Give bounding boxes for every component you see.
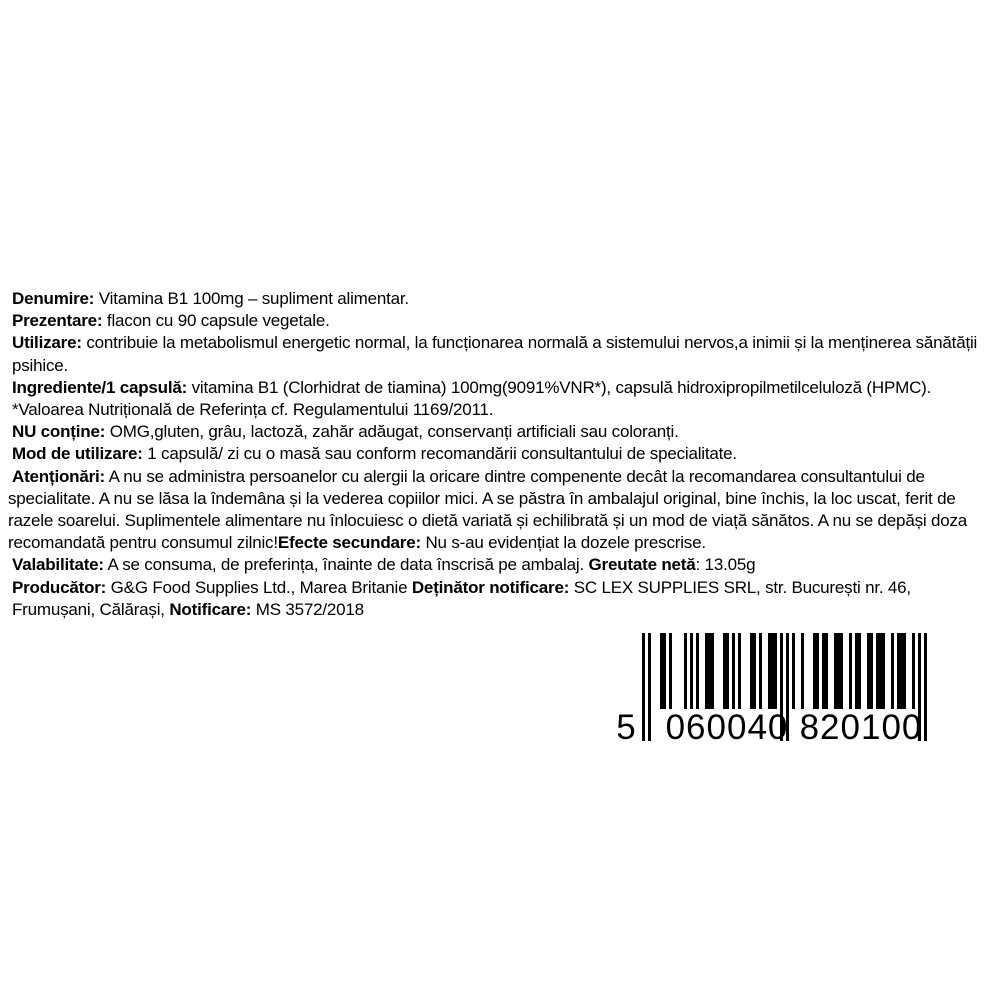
- barcode-bar: [684, 633, 687, 709]
- valabilitate-value: A se consuma, de preferința, înainte de data înscrisă pe ambalaj.: [103, 555, 589, 575]
- barcode-bar: [840, 633, 843, 709]
- barcode-bar: [801, 633, 804, 709]
- ingrediente-value: vitamina B1 (Clorhidrat de tiamina) 100mg(9091%VNR*), capsulă hidroxipropilmetilceluloză (HPMC).: [187, 377, 932, 397]
- greutate-label: Greutate netă: [588, 555, 696, 575]
- barcode-bar: [858, 633, 861, 709]
- valabilitate-label: Valabilitate:: [12, 555, 104, 575]
- barcode-bar: [690, 633, 693, 709]
- barcode-guard-bar: [642, 633, 645, 741]
- barcode-right-digits: 820100: [799, 708, 923, 745]
- nu-contine-value: OMG,gluten, grâu, lactoză, zahăr adăugat, conservanți artificiali sau coloranți.: [105, 422, 679, 442]
- barcode-bar: [660, 633, 663, 709]
- producator-value: G&G Food Supplies Ltd., Marea Britanie: [106, 577, 412, 597]
- producator-line: [8, 577, 990, 621]
- ean13-barcode: [612, 633, 942, 745]
- barcode-bar: [867, 633, 870, 709]
- product-label-text: [8, 288, 990, 621]
- barcode-first-digit: 5: [616, 708, 636, 745]
- utilizare-label: Utilizare:: [12, 333, 82, 353]
- barcode-bar: [903, 633, 906, 709]
- atentionari-line: [8, 466, 990, 555]
- barcode-bar: [696, 633, 699, 709]
- ingrediente-line: [8, 377, 990, 399]
- barcode-bar: [879, 633, 882, 709]
- barcode-bar: [891, 633, 894, 709]
- barcode-bar: [705, 633, 708, 709]
- mod-utilizare-value: 1 capsulă/ zi cu o masă sau conform recomandării consultantului de specialitate.: [142, 444, 737, 464]
- barcode-bar: [711, 633, 714, 709]
- efecte-secundare-label: Efecte secundare:: [277, 533, 421, 553]
- mod-utilizare-line: [8, 443, 990, 465]
- nu-contine-label: NU conține:: [12, 422, 106, 442]
- barcode-bar: [723, 633, 726, 709]
- barcode-bar: [774, 633, 777, 709]
- utilizare-value: contribuie la metabolismul energetic normal, la funcționarea normală a sistemului nervos,a inimii și la menținerea sănătății psihice.: [12, 333, 978, 375]
- prezentare-line: [8, 310, 990, 332]
- barcode-bar: [834, 633, 837, 709]
- barcode-guard-bar: [648, 633, 651, 741]
- barcode-bar: [882, 633, 885, 709]
- barcode-guard-bar: [924, 633, 927, 741]
- denumire-line: [8, 288, 990, 310]
- barcode-left-digits: 060040: [665, 708, 789, 745]
- barcode-bar: [669, 633, 672, 709]
- barcode-bar: [870, 633, 873, 709]
- prezentare-label: Prezentare:: [12, 311, 103, 331]
- producator-label: Producător:: [12, 577, 107, 597]
- efecte-secundare-value: Nu s-au evidențiat la dozele prescrise.: [420, 533, 706, 553]
- barcode-bar: [750, 633, 753, 709]
- ingrediente-label: Ingrediente/1 capsulă:: [12, 377, 188, 397]
- barcode-bar: [876, 633, 879, 709]
- barcode-bar: [753, 633, 756, 709]
- barcode-bar: [855, 633, 858, 709]
- barcode-bar: [771, 633, 774, 709]
- barcode-bar: [900, 633, 903, 709]
- barcode-bar: [897, 633, 900, 709]
- nu-contine-line: [8, 421, 990, 443]
- atentionari-value: A nu se administra persoanelor cu alergii la oricare dintre compenente decât la recomandarea consultantului de specialitate. A nu se lăsa la îndemâna și la vederea copiilor mici. A se păstra în ambalajul original, bine închis, la loc uscat, ferit de razele soarelui. Suplimentele alimentare nu înlocuiesc o dietă variată și echilibrată și un mod de viață sănătos. A nu se depăși doza recomandată pentru consumul zilnic!: [8, 466, 968, 553]
- barcode-bar: [792, 633, 795, 709]
- barcode-bar: [816, 633, 819, 709]
- barcode-graphic: [612, 633, 942, 745]
- prezentare-value: flacon cu 90 capsule vegetale.: [102, 311, 330, 331]
- valabilitate-line: [8, 554, 990, 576]
- barcode-bar: [813, 633, 816, 709]
- barcode-bar: [738, 633, 741, 709]
- detinator-value: SC LEX SUPPLIES SRL, str. București nr. 46, Frumușani, Călărași,: [12, 577, 911, 619]
- barcode-bar: [825, 633, 828, 709]
- barcode-bar: [663, 633, 666, 709]
- barcode-bar: [708, 633, 711, 709]
- barcode-bar: [837, 633, 840, 709]
- vnr-note: *Valoarea Nutrițională de Referința cf. Regulamentului 1169/2011.: [12, 400, 494, 420]
- barcode-bar: [912, 633, 915, 709]
- greutate-value: : 13.05g: [695, 555, 756, 575]
- denumire-value: Vitamina B1 100mg – supliment alimentar.: [94, 289, 409, 308]
- barcode-bar: [849, 633, 852, 709]
- barcode-bar: [768, 633, 771, 709]
- denumire-label: Denumire:: [12, 289, 95, 308]
- barcode-bar: [822, 633, 825, 709]
- notificare-value: MS 3572/2018: [251, 599, 364, 619]
- barcode-bar: [759, 633, 762, 709]
- detinator-label: Deținător notificare:: [411, 577, 570, 597]
- notificare-label: Notificare:: [169, 599, 252, 619]
- mod-utilizare-label: Mod de utilizare:: [12, 444, 143, 464]
- utilizare-line: [8, 332, 990, 376]
- barcode-bar: [732, 633, 735, 709]
- barcode-bar: [726, 633, 729, 709]
- atentionari-label: Atenționări:: [12, 466, 105, 486]
